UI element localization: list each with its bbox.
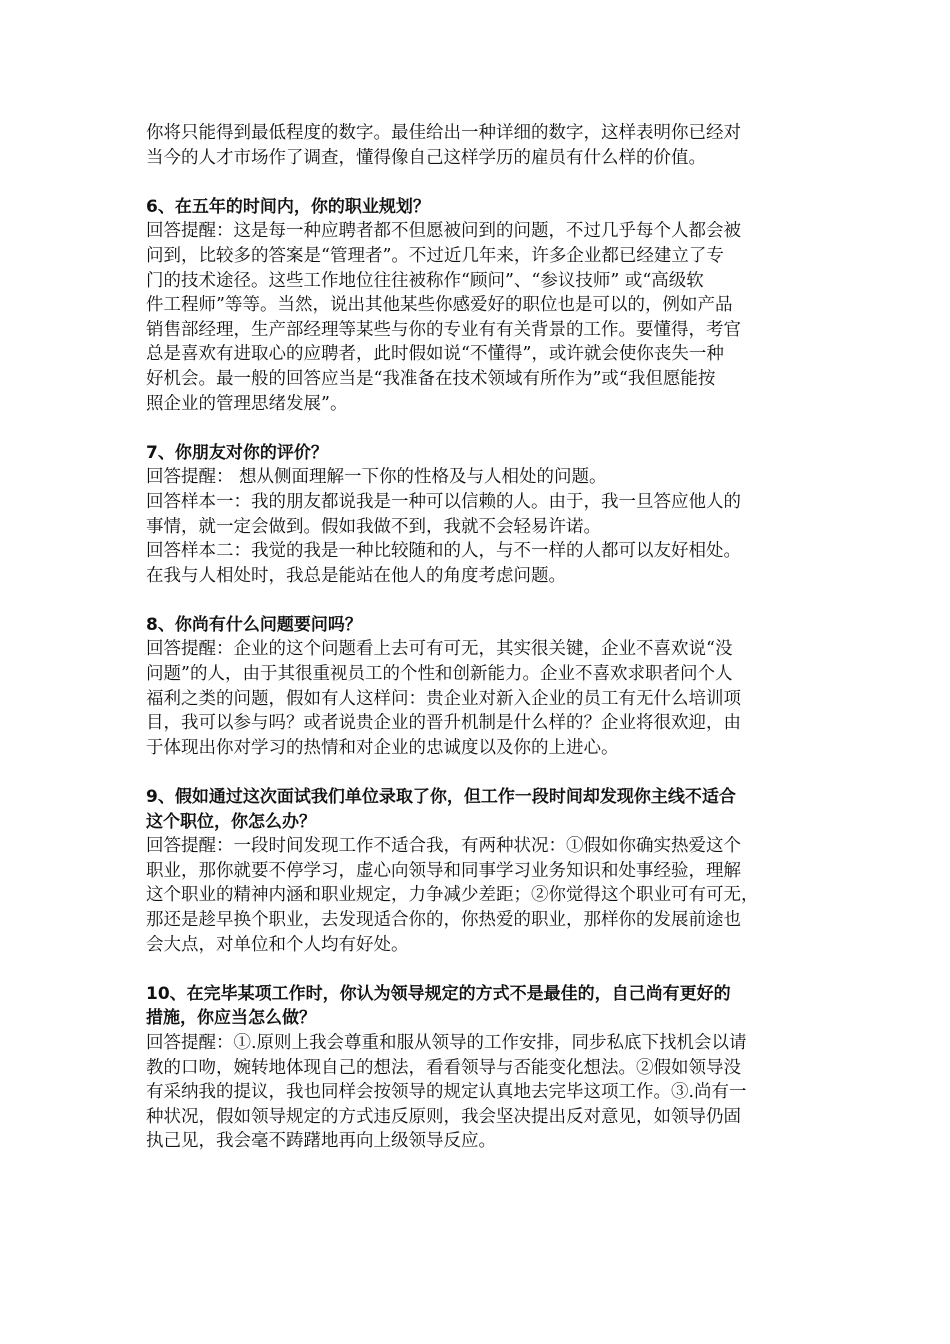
question-section-7 (146, 441, 806, 589)
answer-line: 门的技术途径。这些工作地位往往被称作“顾问”、“参议技师” 或“高级软 (146, 270, 704, 291)
answer-line: 教的口吻，婉转地体现自己的想法，看看领导与否能变化想法。②假如领导没 (146, 1057, 741, 1078)
paragraph-gap (146, 170, 806, 195)
answer-line: 那还是趁早换个职业，去发现适合你的，你热爱的职业，那样你的发展前途也 (146, 910, 741, 930)
answer-line: 会大点，对单位和个人均有好处。 (146, 934, 409, 955)
intro-line: 你将只能得到最低程度的数字。最佳给出一种详细的数字，这样表明你已经对 (146, 123, 741, 143)
question-heading: 8、你尚有什么问题要问吗？ (146, 614, 362, 635)
paragraph-gap (146, 957, 806, 982)
question-section-10 (146, 982, 806, 1154)
question-section-6 (146, 195, 806, 416)
answer-line: 回答样本一：我的朋友都说我是一种可以信赖的人。由于，我一旦答应他人的 (146, 491, 741, 512)
answer-line: 目，我可以参与吗？或者说贵企业的晋升机制是什么样的？企业将很欢迎，由 (146, 713, 741, 734)
answer-line: 问题”的人，由于其很重视员工的个性和创新能力。企业不喜欢求职者问个人 (146, 664, 733, 685)
answer-line: 照企业的管理思绪发展”。 (146, 393, 348, 414)
answer-line: 事情，就一定会做到。假如我做不到，我就不会轻易许诺。 (146, 516, 601, 537)
question-heading: 7、你朋友对你的评价？ (146, 442, 328, 463)
answer-line: 在我与人相处时，我总是能站在他人的角度考虑问题。 (146, 565, 566, 586)
intro-paragraph (146, 121, 806, 170)
answer-line: 问到，比较多的答案是“管理者”。不过近几年来，许多企业都已经建立了专 (146, 245, 724, 266)
answer-line: 销售部经理，生产部经理等某些与你的专业有有关背景的工作。要懂得，考官 (146, 319, 741, 340)
answer-line: 执己见，我会毫不踌躇地再向上级领导反应。 (146, 1131, 496, 1152)
question-heading: 10、在完毕某项工作时，你认为领导规定的方式不是最佳的，自己尚有更好的 (146, 983, 731, 1004)
paragraph-gap (146, 416, 806, 441)
answer-line: 回答样本二：我觉的我是一种比较随和的人，与不一样的人都可以友好相处。 (146, 541, 741, 562)
answer-line: 种状况，假如领导规定的方式违反原则，我会坚决提出反对意见，如领导仍固 (146, 1106, 741, 1127)
answer-line: 于体现出你对学习的热情和对企业的忠诚度以及你的上进心。 (146, 737, 619, 758)
paragraph-gap (146, 760, 806, 785)
question-heading: 9、假如通过这次面试我们单位录取了你，但工作一段时间却发现你主线不适合 (146, 787, 736, 808)
answer-line: 回答提醒： 想从侧面理解一下你的性格及与人相处的问题。 (146, 467, 607, 488)
question-heading: 这个职位，你怎么办？ (146, 811, 316, 832)
intro-line: 当今的人才市场作了调查，懂得像自己这样学历的雇员有什么样的价值。 (146, 147, 706, 168)
question-section-9 (146, 785, 806, 957)
answer-line: 好机会。最一般的回答应当是“我准备在技术领域有所作为”或“我但愿能按 (146, 368, 716, 389)
question-heading: 措施，你应当怎么做？ (146, 1008, 316, 1029)
answer-line: 回答提醒：一段时间发现工作不适合我，有两种状况：①假如你确实热爱这个 (146, 836, 741, 857)
answer-line: 这个职业的精神内涵和职业规定，力争减少差距；②你觉得这个职业可有可无， (146, 885, 759, 906)
answer-line: 职业，那你就要不停学习，虚心向领导和同事学习业务知识和处事经验，理解 (146, 860, 741, 881)
answer-line: 福利之类的问题，假如有人这样问：贵企业对新入企业的员工有无什么培训项 (146, 688, 741, 709)
answer-line: 回答提醒：这是每一种应聘者都不但愿被问到的问题，不过几乎每个人都会被 (146, 221, 741, 242)
question-section-8 (146, 613, 806, 761)
answer-line: 回答提醒：企业的这个问题看上去可有可无，其实很关键，企业不喜欢说“没 (146, 639, 733, 660)
answer-line: 回答提醒：①.原则上我会尊重和服从领导的工作安排，同步私底下找机会以请 (146, 1032, 747, 1053)
answer-line: 件工程师”等等。当然，说出其他某些你感爱好的职位也是可以的，例如产品 (146, 295, 733, 316)
document-page (146, 121, 806, 1154)
question-heading: 6、在五年的时间内，你的职业规划？ (146, 196, 430, 217)
paragraph-gap (146, 588, 806, 613)
answer-line: 总是喜欢有进取心的应聘者，此时假如说“不懂得”，或许就会使你丧失一种 (146, 344, 724, 365)
answer-line: 有采纳我的提议，我也同样会按领导的规定认真地去完毕这项工作。③.尚有一 (146, 1082, 747, 1103)
